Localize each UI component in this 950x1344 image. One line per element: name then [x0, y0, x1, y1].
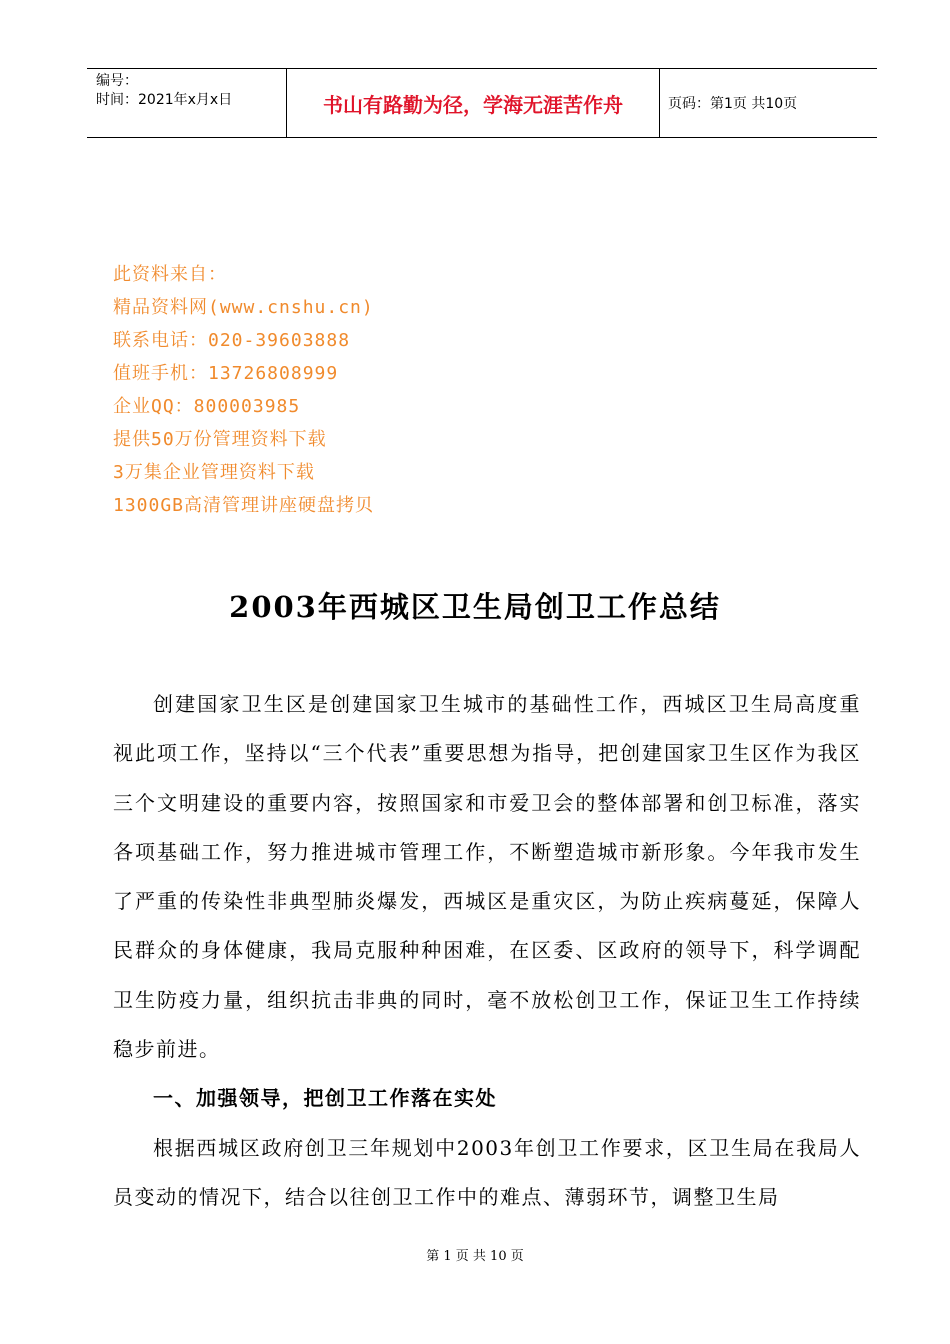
body-paragraph-1: 创建国家卫生区是创建国家卫生城市的基础性工作，西城区卫生局高度重视此项工作，坚持以“三个代表”重要思想为指导，把创建国家卫生区作为我区三个文明建设的重要内容，按照国家和市爱卫会的整体部署和创卫标准，落实各项基础工作，努力推进城市管理工作，不断塑造城市新形象。今年我市发生了严重的传染性非典型肺炎爆发，西城区是重灾区，为防止疾病蔓延，保障人民群众的身体健康，我局克服种种困难，在区委、区政府的领导下，科学调配卫生防疫力量，组织抗击非典的同时，毫不放松创卫工作，保证卫生工作持续稳步前进。 — [113, 692, 861, 1062]
header-time-label: 时间：2021年x月x日 — [96, 92, 233, 108]
promo-line: 值班手机：13726808999 — [113, 363, 339, 384]
promo-line: 企业QQ：800003985 — [113, 396, 301, 417]
promo-line: 精品资料网(www.cnshu.cn) — [113, 297, 374, 318]
header-motto: 书山有路勤为径，学海无涯苦作舟 — [287, 69, 660, 137]
promo-block — [113, 258, 374, 522]
header-meta-cell — [87, 69, 287, 137]
page-footer: 第 1 页 共 10 页 — [426, 1249, 524, 1264]
promo-line: 联系电话：020-39603888 — [113, 330, 351, 351]
header-page-label: 页码：第1页 共10页 — [668, 96, 798, 112]
promo-line: 提供50万份管理资料下载 — [113, 429, 327, 450]
promo-line: 此资料来自： — [113, 264, 227, 285]
promo-line: 1300GB高清管理讲座硬盘拷贝 — [113, 495, 375, 516]
body-paragraph-2: 根据西城区政府创卫三年规划中2003年创卫工作要求，区卫生局在我局人员变动的情况下，结合以往创卫工作中的难点、薄弱环节，调整卫生局 — [113, 1135, 861, 1209]
promo-line: 3万集企业管理资料下载 — [113, 462, 315, 483]
header-number-label: 编号： — [96, 73, 138, 89]
document-body — [113, 680, 861, 1222]
section-heading-1: 一、加强领导，把创卫工作落在实处 — [153, 1086, 497, 1111]
document-title: 2003年西城区卫生局创卫工作总结 — [229, 590, 721, 624]
page-header-table — [87, 68, 877, 138]
